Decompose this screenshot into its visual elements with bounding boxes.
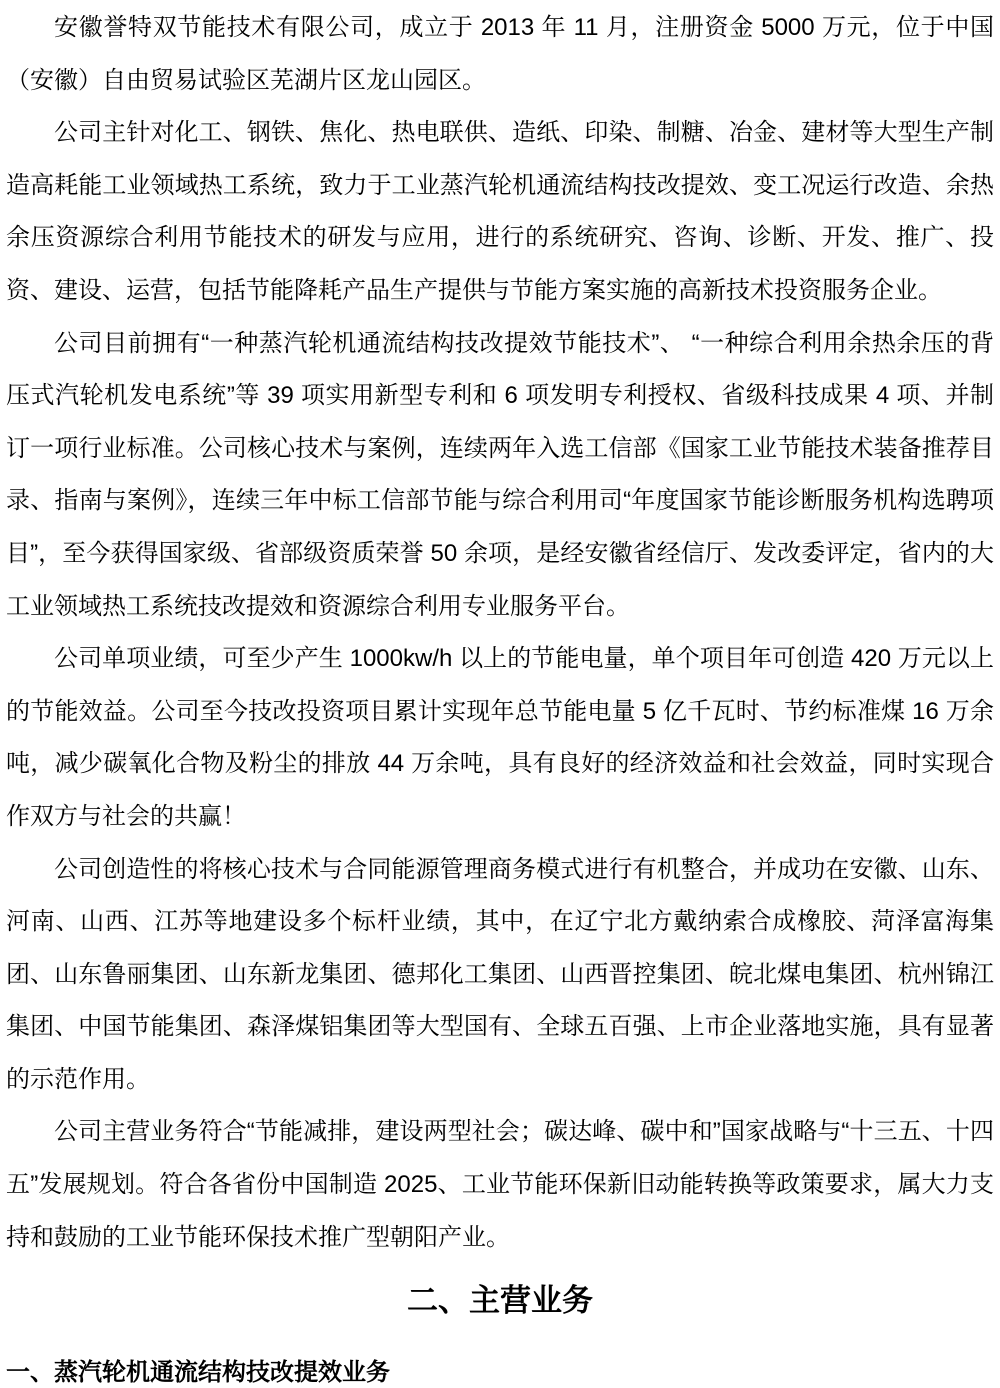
paragraph-benchmark-projects: 公司创造性的将核心技术与合同能源管理商务模式进行有机整合，并成功在安徽、山东、河南、山西、江苏等地建设多个标杆业绩，其中，在辽宁北方戴纳索合成橡胶、菏泽富海集团、山东鲁丽集团、山东新龙集团、德邦化工集团、山西晋控集团、皖北煤电集团、杭州锦江集团、中国节能集团、森泽煤铝集团等大型国有、全球五百强、上市企业落地实施，具有显著的示范作用。 bbox=[6, 855, 994, 1093]
paragraph-project-performance: 公司单项业绩，可至少产生 1000kw/h 以上的节能电量，单个项目年可创造 420 万元以上的节能效益。公司至今技改投资项目累计实现年总节能电量 5 亿千瓦时、节约标准煤 16 万余吨，减少碳氧化合物及粉尘的排放 44 万余吨，具有良好的经济效益和社会效益，同时实现合作双方与社会的共赢！ bbox=[6, 645, 994, 830]
paragraph-policy-alignment: 公司主营业务符合“节能减排，建设两型社会；碳达峰、碳中和”国家战略与“十三五、十四五”发展规划。符合各省份中国制造 2025、工业节能环保新旧动能转换等政策要求，属大力支持和鼓励的工业节能环保技术推广型朝阳产业。 bbox=[6, 1118, 994, 1251]
paragraph-business-scope: 公司主针对化工、钢铁、焦化、热电联供、造纸、印染、制糖、冶金、建材等大型生产制造高耗能工业领域热工系统，致力于工业蒸汽轮机通流结构技改提效、变工况运行改造、余热余压资源综合利用节能技术的研发与应用，进行的系统研究、咨询、诊断、开发、推广、投资、建设、运营，包括节能降耗产品生产提供与节能方案实施的高新技术投资服务企业。 bbox=[6, 119, 994, 304]
section-heading-main-business: 二、主营业务 bbox=[407, 1283, 593, 1319]
paragraph-patents-honors: 公司目前拥有“一种蒸汽轮机通流结构技改提效节能技术”、 “一种综合利用余热余压的背压式汽轮机发电系统”等 39 项实用新型专利和 6 项发明专利授权、省级科技成果 4 项、并制订一项行业标准。公司核心技术与案例，连续两年入选工信部《国家工业节能技术装备推荐目录、指南与案例》，连续三年中标工信部节能与综合利用司“年度国家节能诊断服务机构选聘项目”，至今获得国家级、省部级资质荣誉 50 余项，是经安徽省经信厅、发改委评定，省内的大工业领域热工系统技改提效和资源综合利用专业服务平台。 bbox=[6, 329, 994, 620]
sub-heading-steam-turbine-retrofit: 一、蒸汽轮机通流结构技改提效业务 bbox=[6, 1359, 390, 1387]
paragraph-company-intro: 安徽誉特双节能技术有限公司，成立于 2013 年 11 月，注册资金 5000 万元，位于中国（安徽）自由贸易试验区芜湖片区龙山园区。 bbox=[6, 14, 994, 94]
